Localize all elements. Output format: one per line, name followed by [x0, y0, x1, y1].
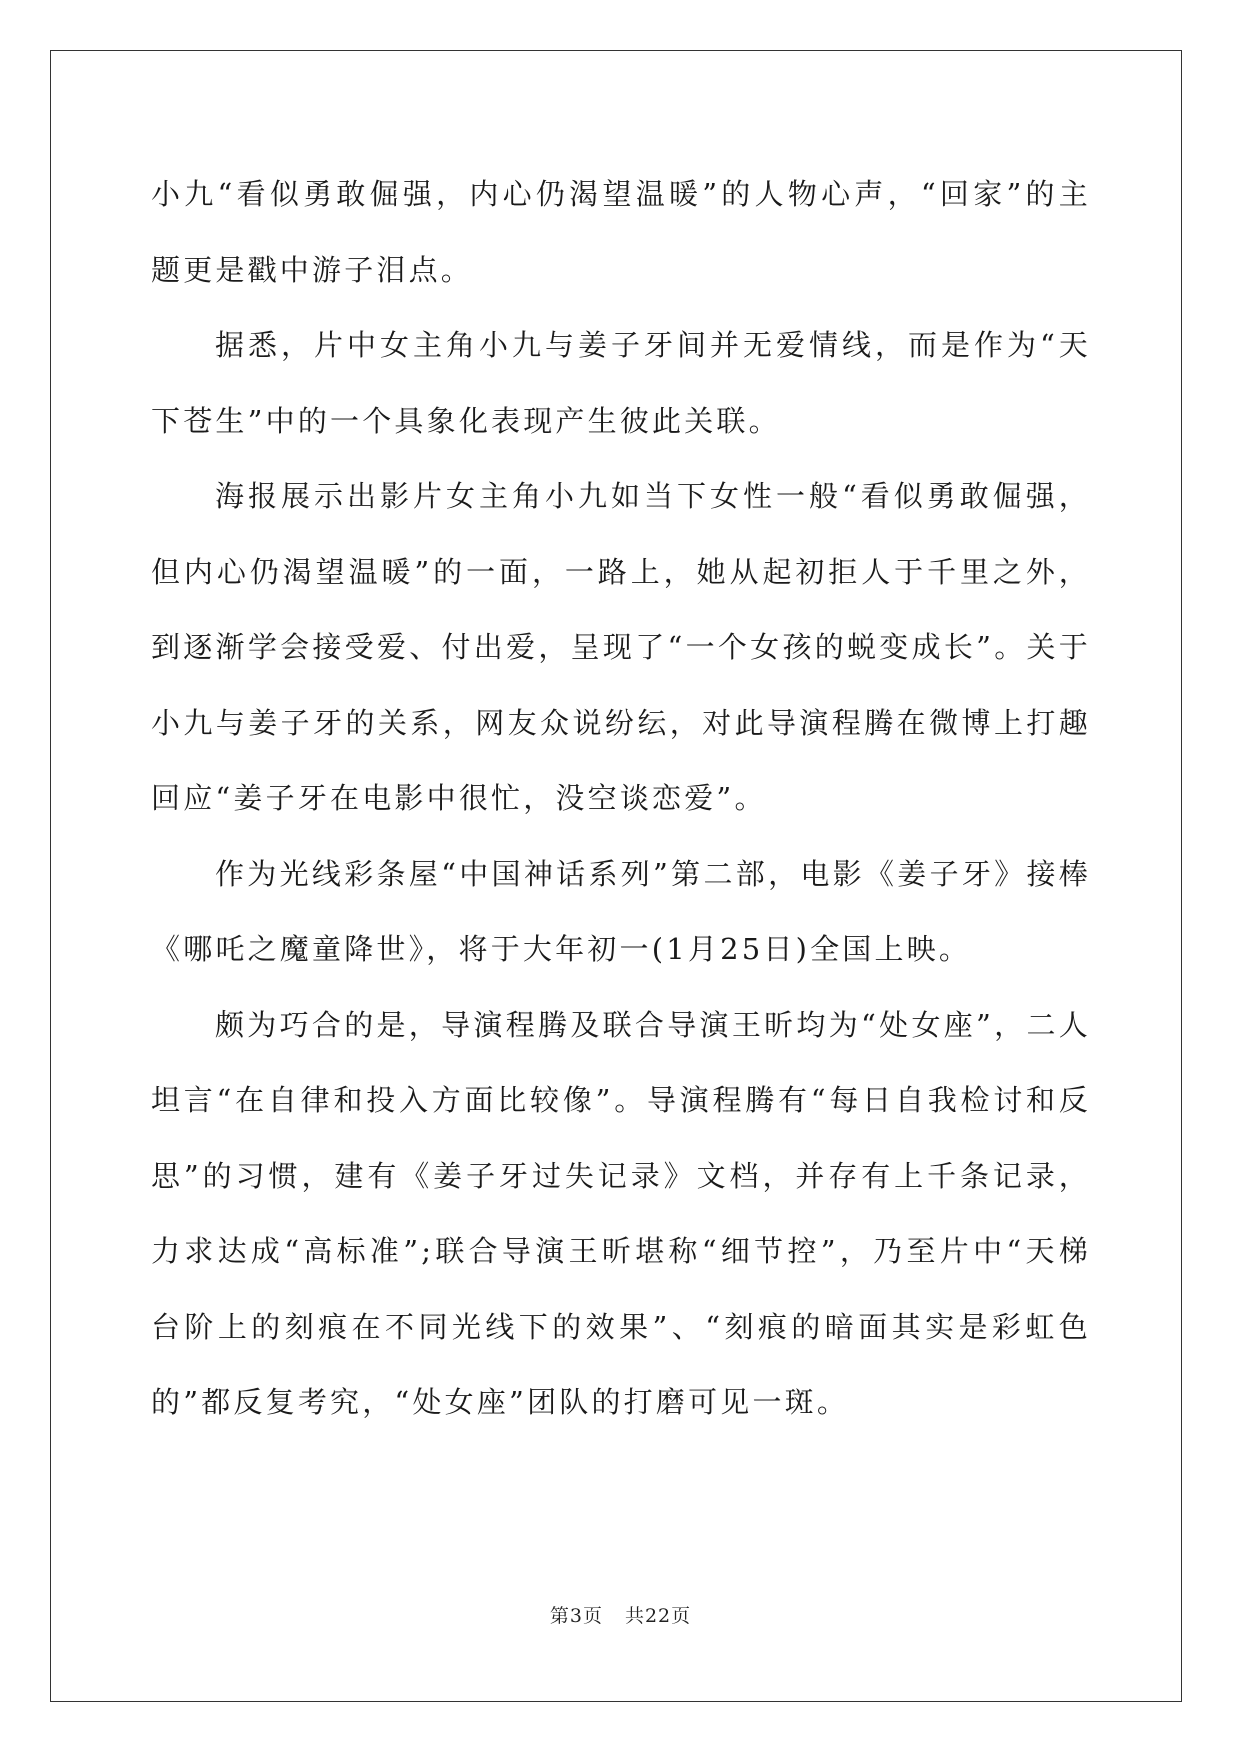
- paragraph-4: 作为光线彩条屋“中国神话系列”第二部，电影《姜子牙》接棒《哪吒之魔童降世》，将于大年初一(1月25日)全国上映。: [151, 856, 1091, 966]
- page-total: 共22页: [624, 1605, 692, 1627]
- paragraph-1: 小九“看似勇敢倔强，内心仍渴望温暖”的人物心声，“回家”的主题更是戳中游子泪点。: [151, 177, 1091, 287]
- page-number: 第3页: [549, 1605, 603, 1627]
- paragraph-2: 据悉，片中女主角小九与姜子牙间并无爱情线，而是作为“天下苍生”中的一个具象化表现产生彼此关联。: [151, 328, 1091, 438]
- paragraph-3: 海报展示出影片女主角小九如当下女性一般“看似勇敢倔强，但内心仍渴望温暖”的一面，一路上，她从起初拒人于千里之外，到逐渐学会接受爱、付出爱，呈现了“一个女孩的蜕变成长”。关于小九与姜子牙的关系，网友众说纷纭，对此导演程腾在微博上打趣回应“姜子牙在电影中很忙，没空谈恋爱”。: [151, 479, 1091, 815]
- document-body: [151, 157, 1091, 1441]
- page-footer: [0, 1601, 1241, 1628]
- paragraph-5: 颇为巧合的是，导演程腾及联合导演王昕均为“处女座”，二人坦言“在自律和投入方面比较像”。导演程腾有“每日自我检讨和反思”的习惯，建有《姜子牙过失记录》文档，并存有上千条记录，力求达成“高标准”;联合导演王昕堪称“细节控”，乃至片中“天梯台阶上的刻痕在不同光线下的效果”、“刻痕的暗面其实是彩虹色的”都反复考究，“处女座”团队的打磨可见一斑。: [151, 1007, 1091, 1419]
